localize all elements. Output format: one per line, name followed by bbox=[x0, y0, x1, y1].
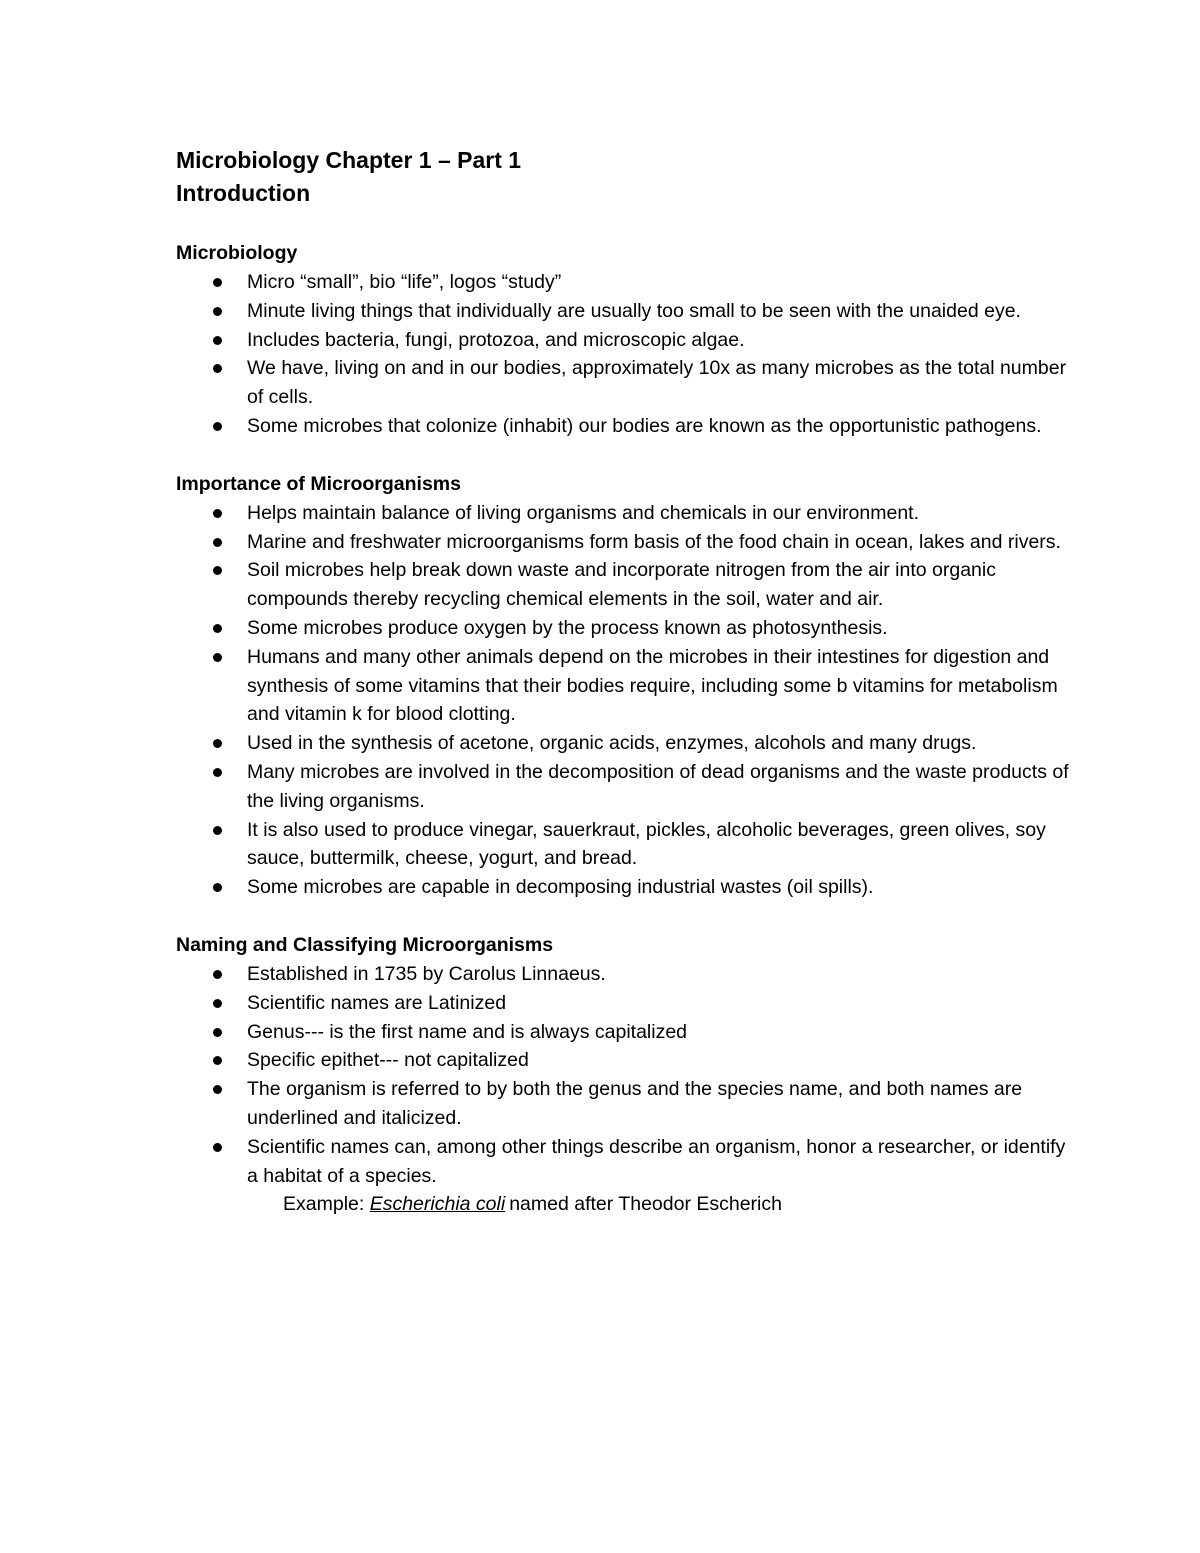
list-item bbox=[176, 297, 1076, 326]
list-item-text: Scientific names are Latinized bbox=[247, 991, 507, 1014]
bullet-icon bbox=[213, 307, 222, 316]
bullet-icon bbox=[213, 566, 222, 575]
list-item bbox=[176, 816, 1076, 874]
section-heading: Importance of Microorganisms bbox=[176, 472, 461, 495]
bullet-list bbox=[176, 499, 1076, 902]
list-item-text: Specific epithet--- not capitalized bbox=[247, 1049, 529, 1072]
list-item-text: Micro “small”, bio “life”, logos “study” bbox=[247, 271, 562, 293]
example-species-name: Escherichia coli bbox=[369, 1193, 506, 1216]
list-item bbox=[176, 556, 1076, 614]
list-item bbox=[176, 989, 1076, 1018]
list-item-text: Includes bacteria, fungi, protozoa, and microscopic algae. bbox=[247, 328, 745, 351]
bullet-icon bbox=[213, 278, 222, 287]
list-item bbox=[176, 354, 1076, 412]
bullet-icon bbox=[213, 624, 222, 633]
bullet-icon bbox=[213, 883, 222, 892]
document-page bbox=[176, 144, 1076, 1219]
bullet-icon bbox=[213, 364, 222, 373]
list-item bbox=[176, 1046, 1076, 1075]
list-item-text: Many microbes are involved in the decomposition of dead organisms and the waste products of the living organisms. bbox=[247, 760, 1069, 812]
section-heading: Microbiology bbox=[176, 242, 298, 264]
bullet-icon bbox=[213, 653, 222, 662]
list-item bbox=[176, 758, 1076, 816]
section-importance bbox=[176, 470, 1076, 902]
list-item bbox=[176, 499, 1076, 528]
list-item bbox=[176, 614, 1076, 643]
list-item-text: Humans and many other animals depend on the microbes in their intestines for digestion and synthesis of some vitamins that their bodies require, including some b vitamins for metabolism and vitamin k for blood clotting. bbox=[247, 645, 1058, 726]
list-item bbox=[176, 729, 1076, 758]
list-item bbox=[176, 960, 1076, 989]
title-line-1: Microbiology Chapter 1 – Part 1 bbox=[176, 147, 522, 173]
bullet-icon bbox=[213, 826, 222, 835]
example-prefix: Example: bbox=[283, 1193, 370, 1216]
list-item-text: It is also used to produce vinegar, sauerkraut, pickles, alcoholic beverages, green olives, soy sauce, buttermilk, cheese, yogurt, and bread. bbox=[247, 818, 1046, 870]
list-item-text: Marine and freshwater microorganisms form basis of the food chain in ocean, lakes and rivers. bbox=[247, 530, 1061, 553]
list-item bbox=[176, 1018, 1076, 1047]
list-item-text: Established in 1735 by Carolus Linnaeus. bbox=[247, 962, 606, 985]
list-item-text: Helps maintain balance of living organisms and chemicals in our environment. bbox=[247, 501, 920, 524]
list-item bbox=[176, 1075, 1076, 1133]
document-title bbox=[176, 144, 1076, 210]
section-heading: Naming and Classifying Microorganisms bbox=[176, 933, 554, 956]
bullet-icon bbox=[213, 739, 222, 748]
bullet-icon bbox=[213, 509, 222, 518]
bullet-icon bbox=[213, 1056, 222, 1065]
bullet-icon bbox=[213, 336, 222, 345]
example-line bbox=[176, 1190, 1076, 1219]
title-line-2: Introduction bbox=[176, 180, 311, 206]
list-item bbox=[176, 643, 1076, 729]
list-item-text: The organism is referred to by both the genus and the species name, and both names are underlined and italicized. bbox=[247, 1078, 1023, 1129]
bullet-list bbox=[176, 268, 1076, 441]
bullet-icon bbox=[213, 999, 222, 1008]
list-item-text: Genus--- is the first name and is always capitalized bbox=[247, 1020, 688, 1043]
bullet-icon bbox=[213, 970, 222, 979]
list-item bbox=[176, 268, 1076, 297]
section-naming bbox=[176, 931, 1076, 1219]
list-item-text: Some microbes that colonize (inhabit) our bodies are known as the opportunistic pathogens. bbox=[247, 414, 1042, 437]
bullet-icon bbox=[213, 1085, 222, 1094]
bullet-icon bbox=[213, 422, 222, 431]
list-item bbox=[176, 326, 1076, 355]
example-suffix: named after Theodor Escherich bbox=[509, 1193, 782, 1216]
list-item-text: We have, living on and in our bodies, approximately 10x as many microbes as the total number of cells. bbox=[247, 357, 1067, 409]
list-item bbox=[176, 412, 1076, 441]
list-item-text: Used in the synthesis of acetone, organic acids, enzymes, alcohols and many drugs. bbox=[247, 732, 977, 755]
list-item bbox=[176, 528, 1076, 557]
section-microbiology bbox=[176, 239, 1076, 441]
list-item bbox=[176, 873, 1076, 902]
list-item-text: Some microbes are capable in decomposing industrial wastes (oil spills). bbox=[247, 876, 874, 899]
bullet-list bbox=[176, 960, 1076, 1190]
bullet-icon bbox=[213, 538, 222, 547]
list-item-text: Some microbes produce oxygen by the process known as photosynthesis. bbox=[247, 616, 888, 639]
list-item-text: Minute living things that individually are usually too small to be seen with the unaided eye. bbox=[247, 299, 1021, 322]
bullet-icon bbox=[213, 1143, 222, 1152]
bullet-icon bbox=[213, 768, 222, 777]
list-item bbox=[176, 1133, 1076, 1191]
list-item-text: Scientific names can, among other things describe an organism, honor a researcher, or identify a habitat of a species. bbox=[247, 1135, 1066, 1187]
list-item-text: Soil microbes help break down waste and incorporate nitrogen from the air into organic compounds thereby recycling chemical elements in the soil, water and air. bbox=[247, 559, 996, 611]
bullet-icon bbox=[213, 1028, 222, 1037]
